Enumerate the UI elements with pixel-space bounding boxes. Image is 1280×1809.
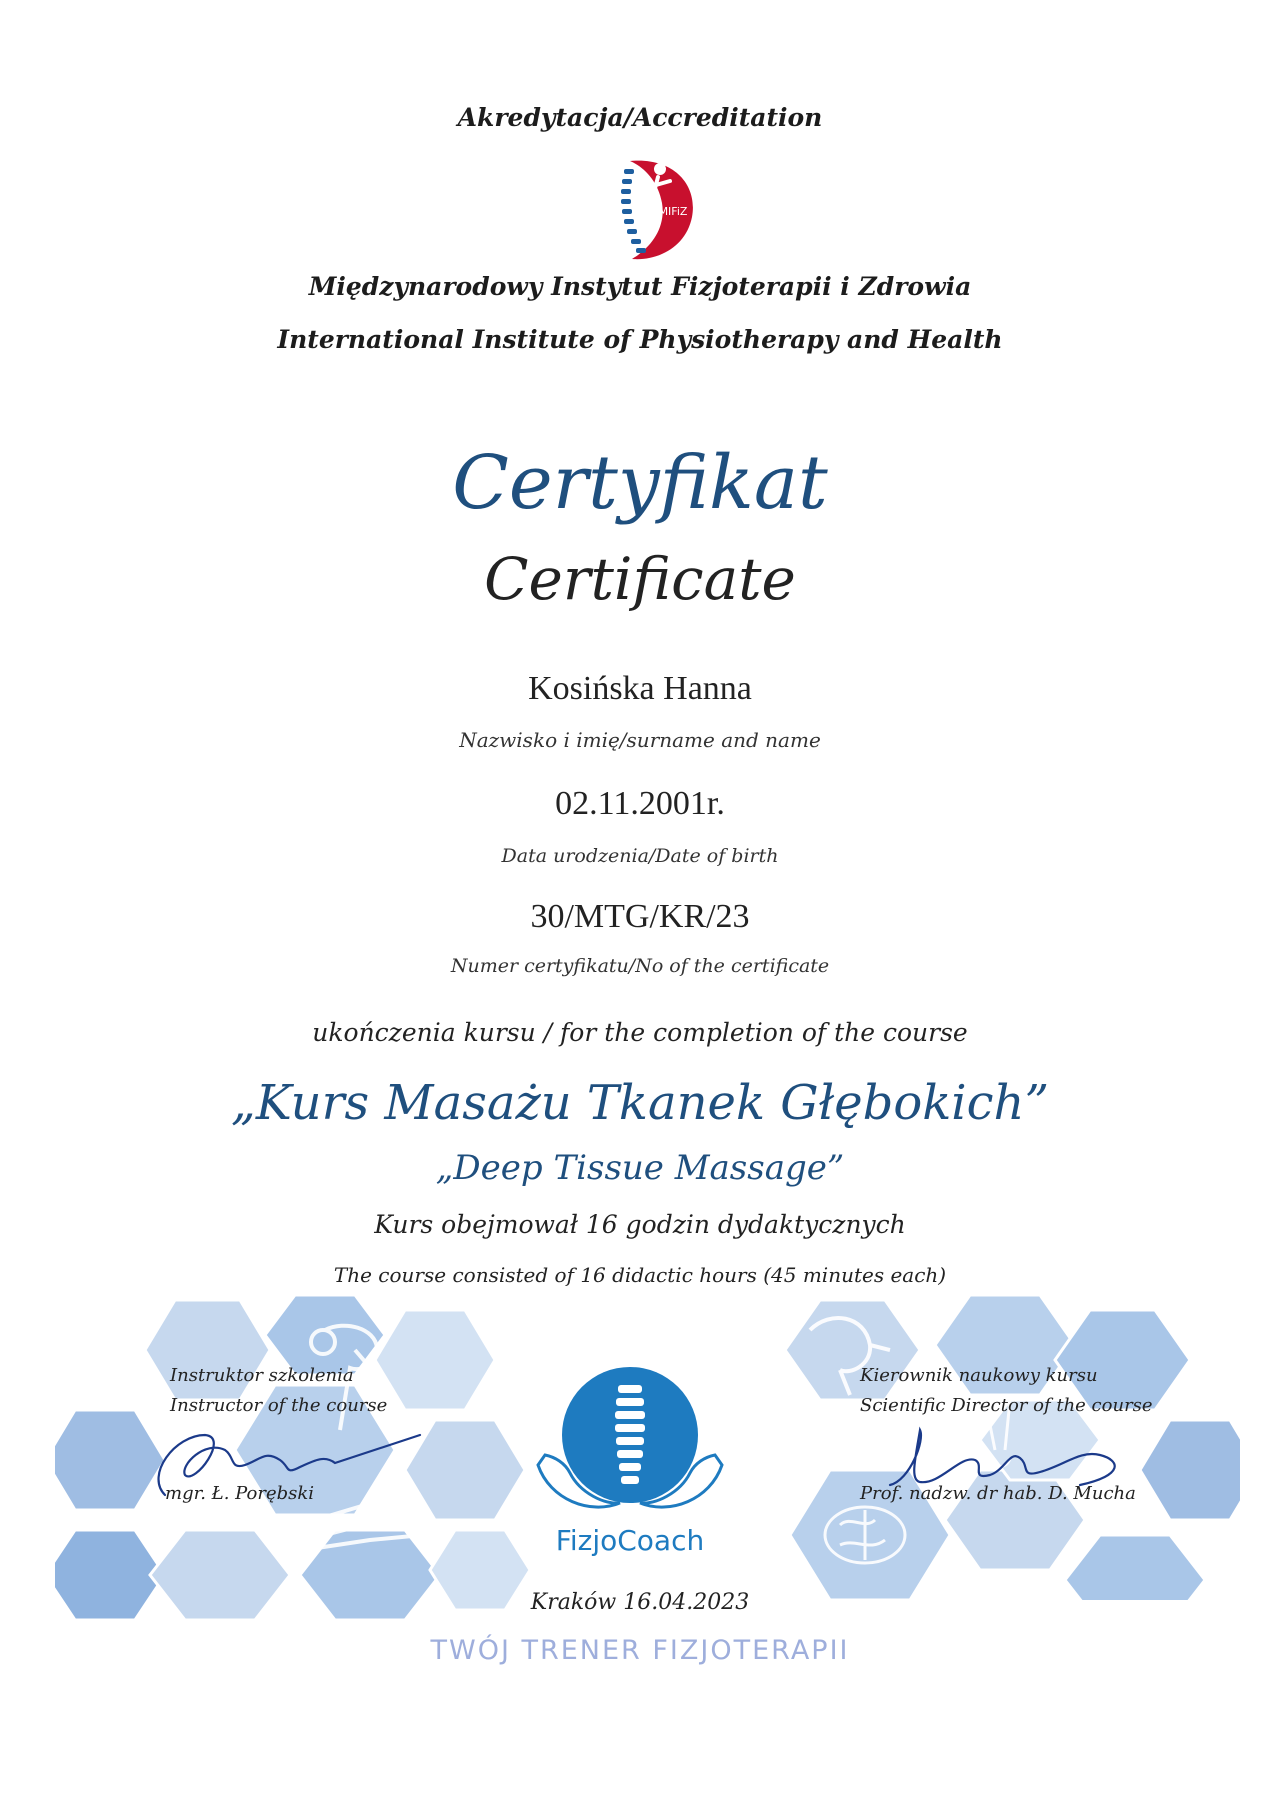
course-hours-en: The course consisted of 16 didactic hours (45 minutes each) (333, 1263, 947, 1287)
director-label-en: Scientific Director of the course (860, 1395, 1153, 1416)
director-name: Prof. nadzw. dr hab. D. Mucha (860, 1483, 1136, 1504)
course-hours-pl: Kurs obejmował 16 godzin dydaktycznych (374, 1210, 906, 1239)
instructor-label-pl: Instruktor szkolenia (170, 1365, 354, 1386)
birth-date: 02.11.2001r. (555, 785, 725, 822)
mifiz-logo-text: MIFiZ (658, 205, 688, 218)
recipient-name-label: Nazwisko i imię/surname and name (459, 728, 821, 752)
place-and-date: Kraków 16.04.2023 (530, 1590, 750, 1615)
institute-name-en: International Institute of Physiotherapy and Health (277, 325, 1003, 354)
accreditation-heading: Akredytacja/Accreditation (457, 103, 823, 132)
course-name-en: „Deep Tissue Massage” (435, 1148, 845, 1188)
brand-tagline: TWÓJ TRENER FIZJOTERAPII (430, 1635, 850, 1666)
institute-name-pl: Międzynarodowy Instytut Fizjoterapii i Zdrowia (308, 272, 972, 301)
mifiz-logo (600, 155, 700, 265)
completion-line: ukończenia kursu / for the completion of the course (312, 1018, 968, 1047)
recipient-name: Kosińska Hanna (528, 670, 752, 707)
instructor-label-en: Instructor of the course (170, 1395, 388, 1416)
certificate-number-label: Numer certyfikatu/No of the certificate (450, 955, 830, 977)
certificate-title-pl: Certyfikat (452, 440, 828, 526)
instructor-name: mgr. Ł. Porębski (165, 1483, 315, 1504)
director-label-pl: Kierownik naukowy kursu (860, 1365, 1098, 1386)
course-name-pl: „Kurs Masażu Tkanek Głębokich” (231, 1075, 1049, 1131)
birth-date-label: Data urodzenia/Date of birth (501, 845, 779, 867)
certificate-number: 30/MTG/KR/23 (530, 898, 750, 935)
fizjocoach-logo-text: FizjoCoach (555, 1524, 705, 1557)
certificate-title-en: Certificate (484, 545, 796, 613)
fizjocoach-logo (520, 1365, 740, 1560)
